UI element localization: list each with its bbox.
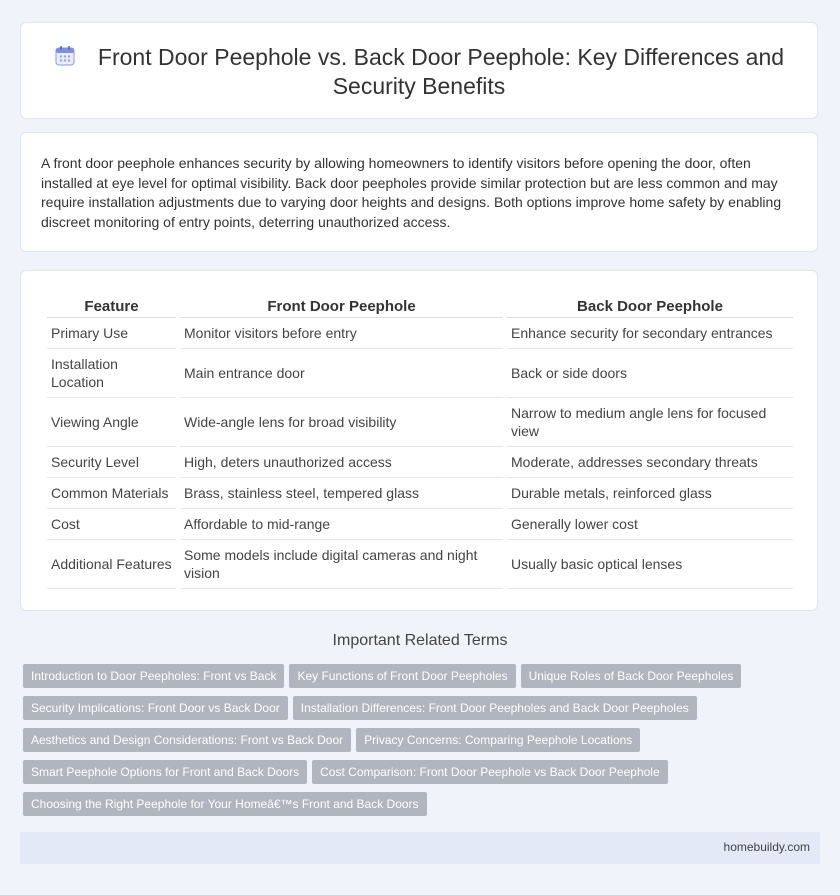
page-title-text: Front Door Peephole vs. Back Door Peephole: Key Differences and Security Benefits (97, 44, 785, 99)
related-terms-title: Important Related Terms (332, 632, 508, 649)
table-row (47, 540, 793, 589)
table-cell: Cost (47, 509, 176, 540)
footer-site-link[interactable]: homebuildy.com (723, 840, 810, 854)
table-cell: Enhance security for secondary entrances (507, 318, 793, 349)
table-cell: Usually basic optical lenses (507, 540, 793, 589)
calendar-icon (54, 45, 76, 67)
comparison-table (43, 297, 797, 589)
table-cell: Viewing Angle (47, 398, 176, 447)
table-cell: Additional Features (47, 540, 176, 589)
table-cell: Main entrance door (180, 349, 503, 398)
related-term-tag[interactable]: Cost Comparison: Front Door Peephole vs Back Door Peephole (312, 760, 668, 784)
table-row (47, 318, 793, 349)
table-row (47, 478, 793, 509)
table-cell: Installation Location (47, 349, 176, 398)
table-header-front: Front Door Peephole (180, 297, 503, 318)
table-row (47, 509, 793, 540)
related-term-tag[interactable]: Introduction to Door Peepholes: Front vs Back (23, 664, 284, 688)
table-header-back: Back Door Peephole (507, 297, 793, 318)
related-term-tag[interactable]: Aesthetics and Design Considerations: Front vs Back Door (23, 728, 351, 752)
table-cell: Common Materials (47, 478, 176, 509)
table-cell: Brass, stainless steel, tempered glass (180, 478, 503, 509)
table-header-feature: Feature (47, 297, 176, 318)
table-cell: Generally lower cost (507, 509, 793, 540)
header-card (20, 22, 818, 119)
related-term-tag[interactable]: Privacy Concerns: Comparing Peephole Locations (356, 728, 640, 752)
related-term-tag[interactable]: Unique Roles of Back Door Peepholes (521, 664, 742, 688)
comparison-card (20, 270, 818, 611)
related-terms-list (23, 664, 803, 824)
intro-text: A front door peephole enhances security by allowing homeowners to identify visitors before opening the door, often installed at eye level for optimal visibility. Back door peepholes provide similar protection but are less common and may require installation adjustments due to varying door heights and designs. Both options improve home safety by enabling discreet monitoring of entry points, deterring unauthorized access. (41, 155, 782, 230)
table-cell: Moderate, addresses secondary threats (507, 447, 793, 478)
table-cell: Primary Use (47, 318, 176, 349)
table-cell: Security Level (47, 447, 176, 478)
header (41, 43, 797, 101)
related-term-tag[interactable]: Installation Differences: Front Door Peepholes and Back Door Peepholes (293, 696, 697, 720)
page-title (41, 43, 797, 101)
intro-card (20, 132, 818, 252)
table-cell: High, deters unauthorized access (180, 447, 503, 478)
table-header-row (47, 297, 793, 318)
table-cell: Back or side doors (507, 349, 793, 398)
table-cell: Durable metals, reinforced glass (507, 478, 793, 509)
table-cell: Affordable to mid-range (180, 509, 503, 540)
related-term-tag[interactable]: Smart Peephole Options for Front and Back Doors (23, 760, 307, 784)
table-cell: Monitor visitors before entry (180, 318, 503, 349)
footer (20, 832, 820, 864)
table-cell: Wide-angle lens for broad visibility (180, 398, 503, 447)
related-term-tag[interactable]: Security Implications: Front Door vs Back Door (23, 696, 288, 720)
related-term-tag[interactable]: Key Functions of Front Door Peepholes (289, 664, 515, 688)
table-row (47, 398, 793, 447)
related-term-tag[interactable]: Choosing the Right Peephole for Your Homeâ€™s Front and Back Doors (23, 792, 427, 816)
table-cell: Some models include digital cameras and night vision (180, 540, 503, 589)
table-cell: Narrow to medium angle lens for focused view (507, 398, 793, 447)
table-row (47, 349, 793, 398)
table-row (47, 447, 793, 478)
